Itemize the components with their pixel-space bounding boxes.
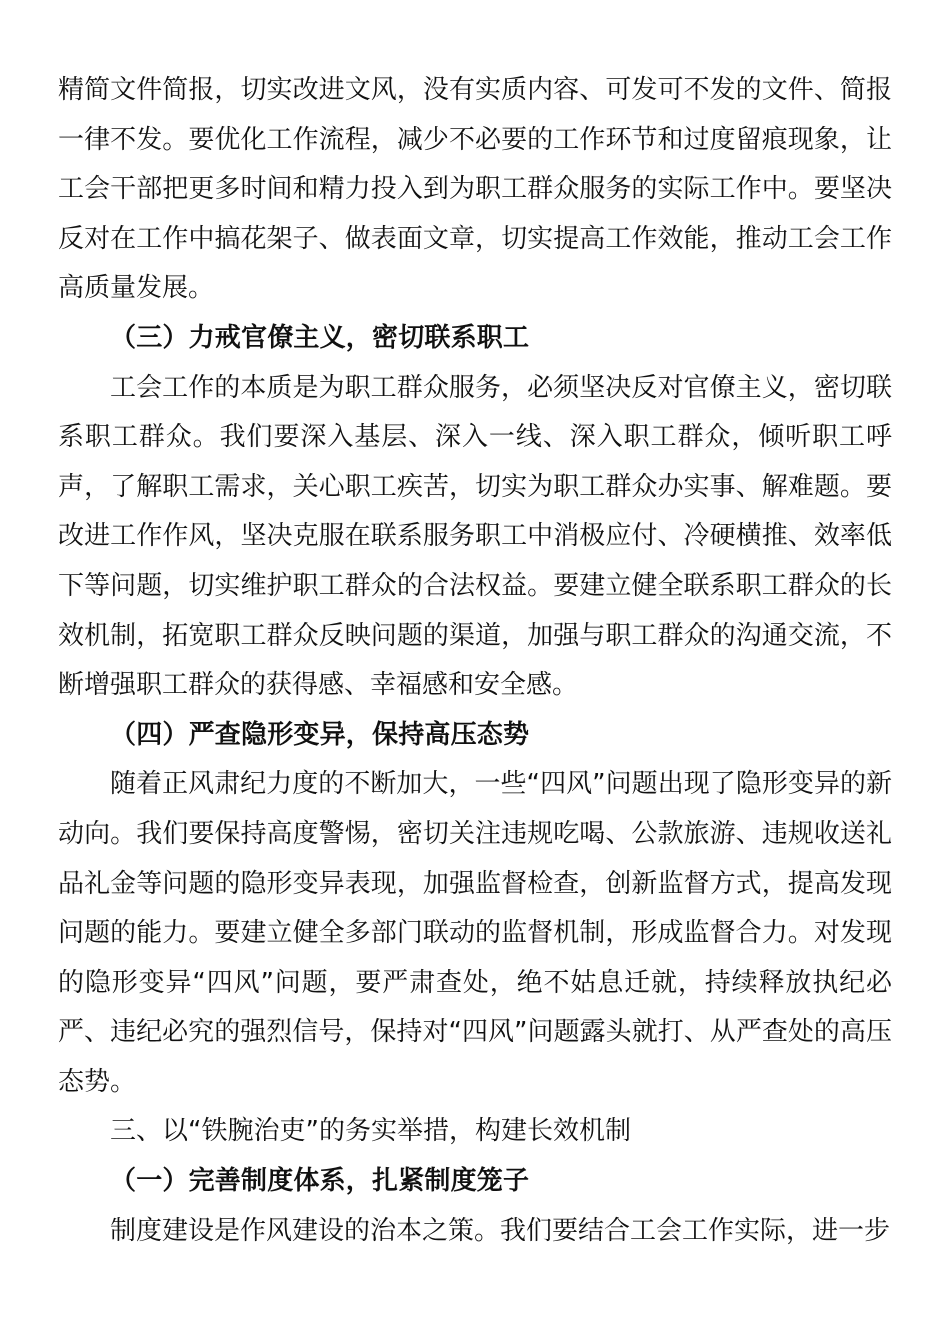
subheading-3: （三）力戒官僚主义，密切联系职工 — [110, 322, 530, 353]
paragraph-continued: 精简文件简报，切实改进文风，没有实质内容、可发可不发的文件、简报一律不发。要优化工作流程，减少不必要的工作环节和过度留痕现象，让工会干部把更多时间和精力投入到为职工群众服务的实际工作中。要坚决反对在工作中搞花架子、做表面文章，切实提高工作效能，推动工会工作高质量发展。 — [58, 75, 892, 304]
paragraph-hidden-variants: 随着正风肃纪力度的不断加大，一些“四风”问题出现了隐形变异的新动向。我们要保持高度警惕，密切关注违规吃喝、公款旅游、违规收送礼品礼金等问题的隐形变异表现，加强监督检查，创新监督方式，提高发现问题的能力。要建立健全多部门联动的监督机制，形成监督合力。对发现的隐形变异“四风”问题，要严肃查处，绝不姑息迁就，持续释放执纪必严、违纪必究的强烈信号，保持对“四风”问题露头就打、从严查处的高压态势。 — [58, 769, 892, 1097]
subheading-1: （一）完善制度体系，扎紧制度笼子 — [110, 1166, 530, 1197]
paragraph-system-building: 制度建设是作风建设的治本之策。我们要结合工会工作实际，进一步 — [110, 1215, 891, 1246]
subheading-4: （四）严查隐形变异，保持高压态势 — [110, 719, 530, 750]
section-heading-3: 三、以“铁腕治吏”的务实举措，构建长效机制 — [110, 1116, 631, 1147]
document-body — [58, 66, 892, 1256]
paragraph-contact-workers: 工会工作的本质是为职工群众服务，必须坚决反对官僚主义，密切联系职工群众。我们要深入基层、深入一线、深入职工群众，倾听职工呼声，了解职工需求，关心职工疾苦，切实为职工群众办实事、解难题。要改进工作作风，坚决克服在联系服务职工中消极应付、冷硬横推、效率低下等问题，切实维护职工群众的合法权益。要建立健全联系职工群众的长效机制，拓宽职工群众反映问题的渠道，加强与职工群众的沟通交流，不断增强职工群众的获得感、幸福感和安全感。 — [58, 372, 892, 701]
